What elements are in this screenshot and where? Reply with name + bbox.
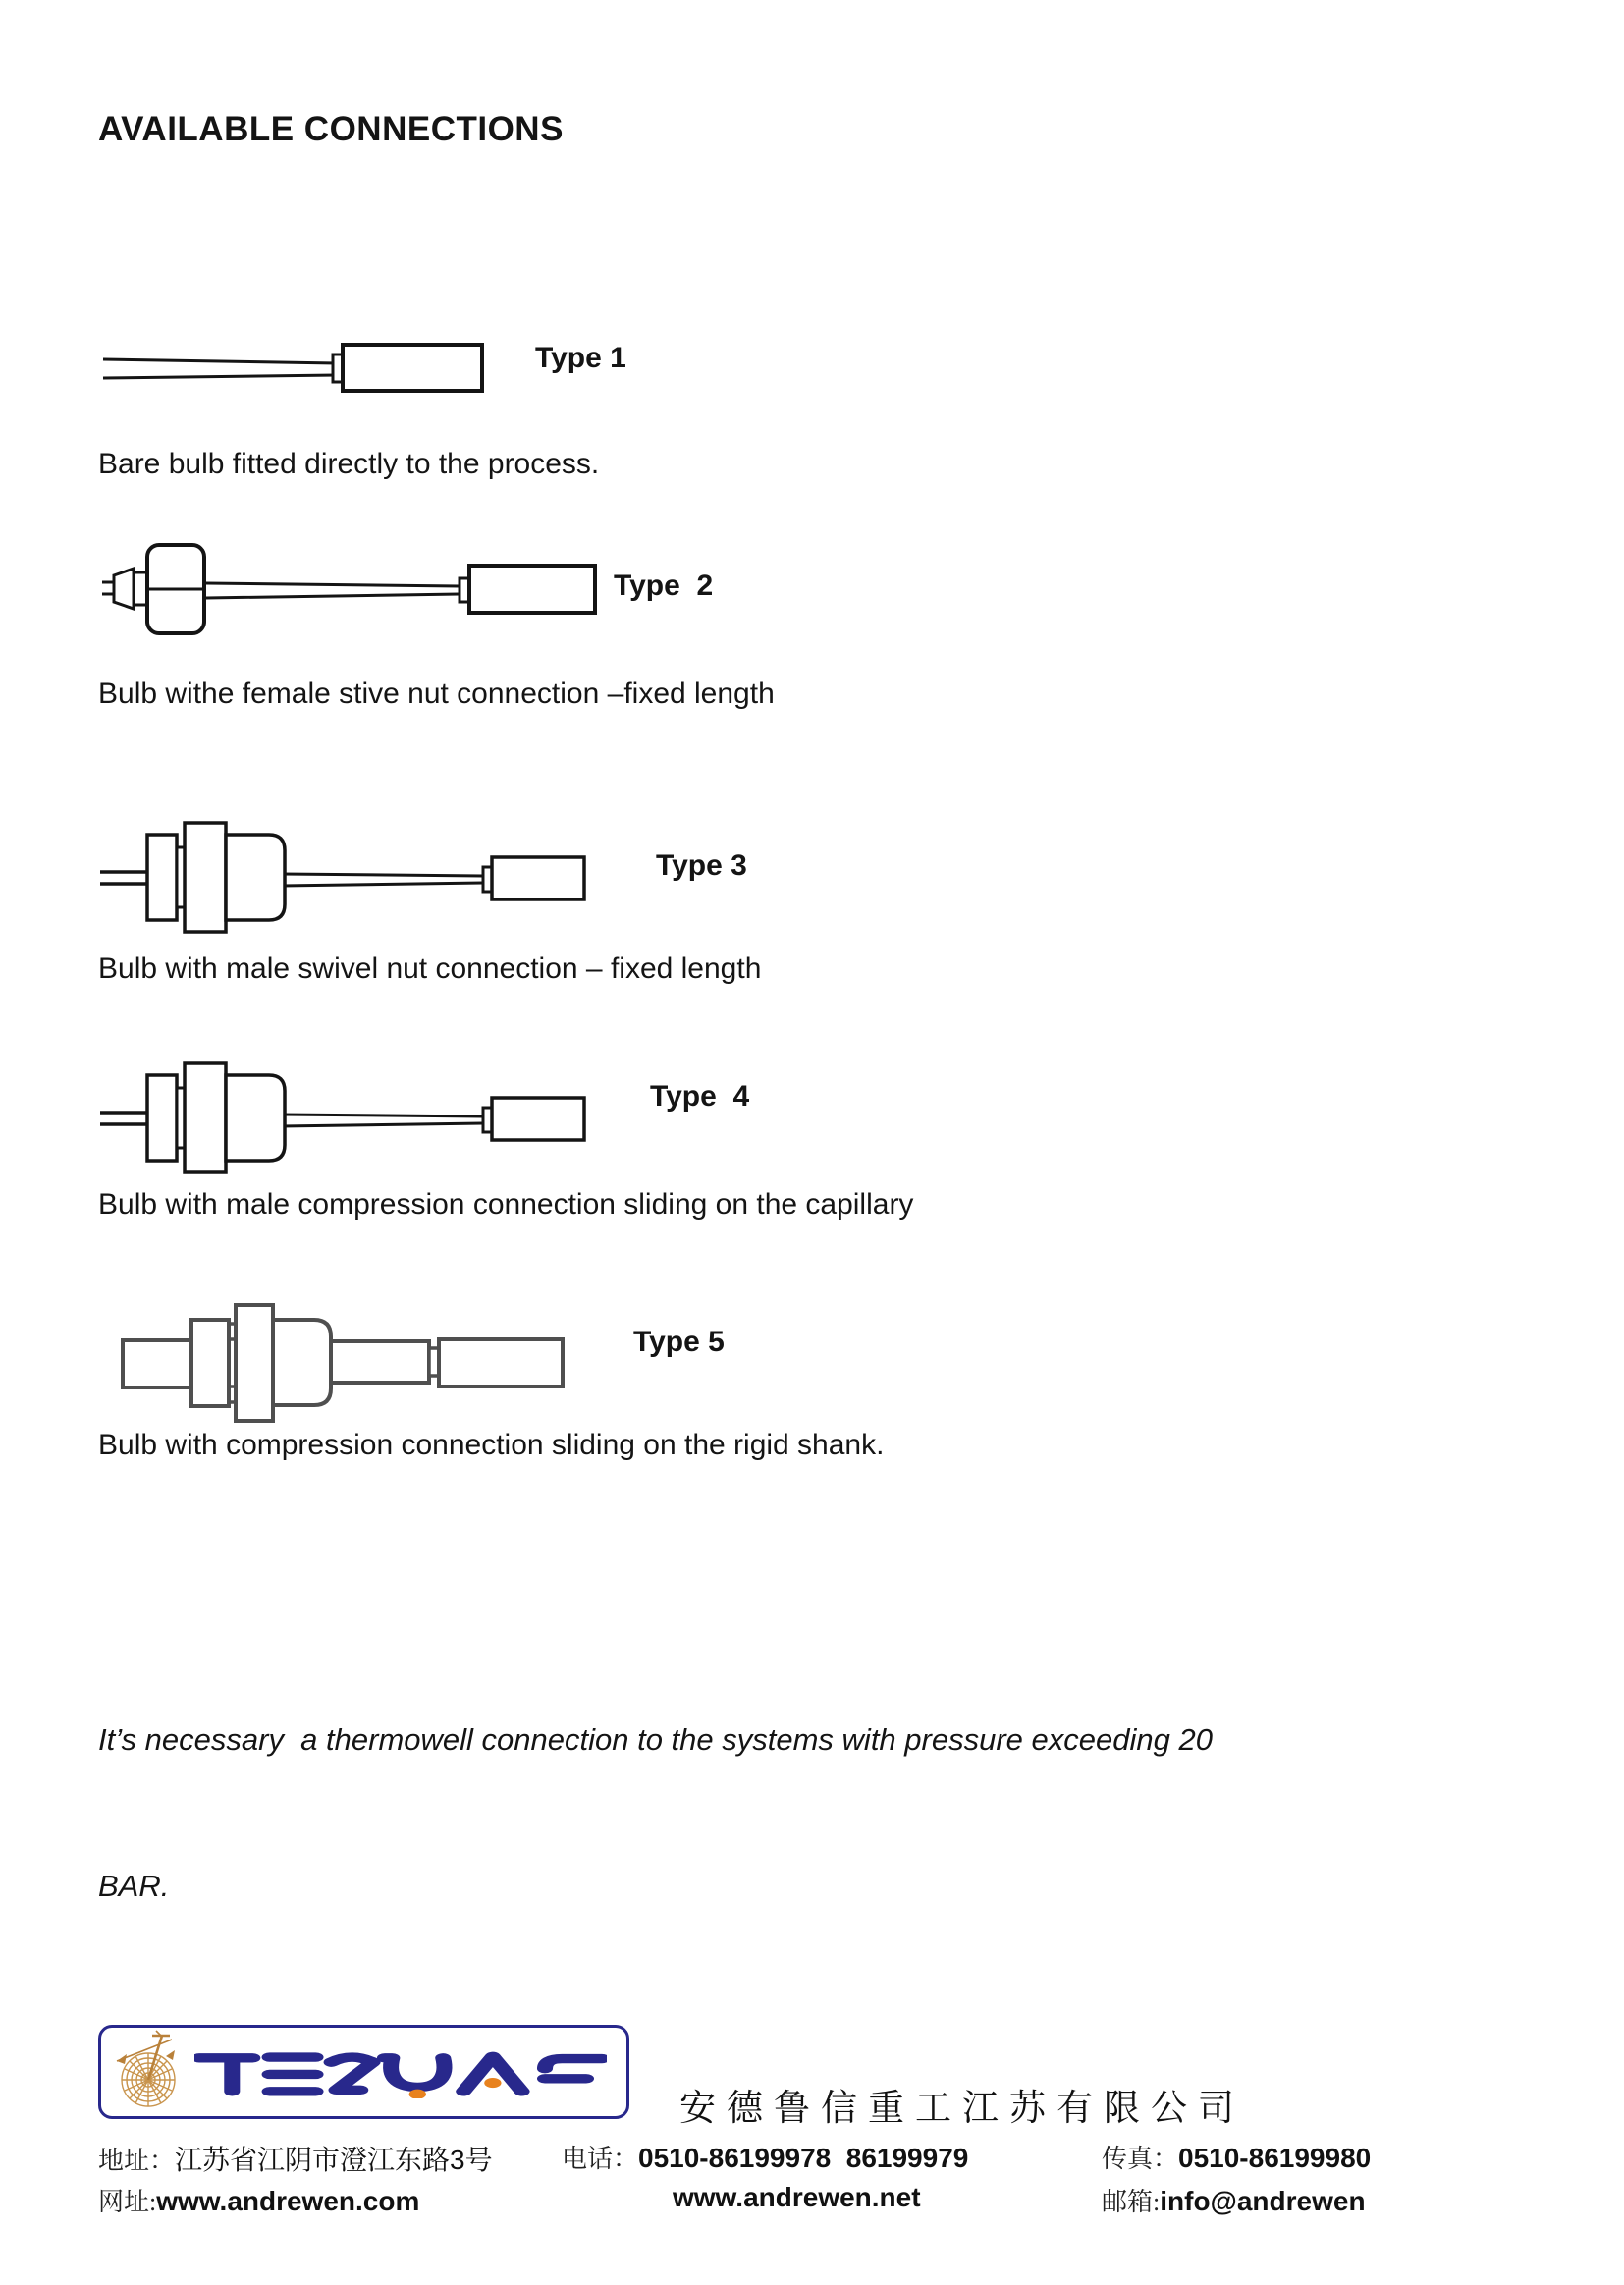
type2-caption: Bulb withe female stive nut connection –fixed length (98, 678, 775, 710)
thermowell-note-line1: It’s necessary a thermowell connection to the systems with pressure exceeding 20 (98, 1722, 1213, 1758)
footer-fax-group (1102, 2139, 1371, 2175)
type3-caption: Bulb with male swivel nut connection – fixed length (98, 952, 762, 985)
termaf-logo-text (101, 2028, 102, 2029)
phone-value: 0510-86199978 86199979 (638, 2143, 969, 2173)
company-name-chinese: 安德鲁信重工江苏有限公司 (679, 2089, 1245, 2129)
website-label: 网址: (98, 2188, 157, 2216)
footer-web2-group (673, 2182, 921, 2213)
type5-label: Type 5 (633, 1326, 725, 1358)
footer-email-group (1102, 2182, 1366, 2218)
fax-value: 0510-86199980 (1178, 2143, 1372, 2173)
footer-address-group (98, 2139, 493, 2178)
website-value-2: www.andrewen.net (673, 2182, 921, 2212)
email-value: info@andrewen (1160, 2186, 1366, 2216)
type1-drawing-bare-bulb (101, 334, 489, 403)
type4-label: Type 4 (650, 1080, 750, 1113)
termaf-logo (98, 2025, 629, 2119)
email-label: 邮箱: (1102, 2188, 1161, 2216)
thermowell-note-line2: BAR. (98, 1868, 170, 1903)
footer-phone-group (562, 2139, 968, 2175)
type5-caption: Bulb with compression connection sliding on the rigid shank. (98, 1429, 885, 1461)
type1-label: Type 1 (535, 342, 626, 374)
website-value-1: www.andrewen.com (156, 2186, 420, 2216)
termaf-wordmark (194, 2047, 607, 2098)
phone-label: 电话： (562, 2145, 639, 2173)
footer-web-group (98, 2182, 419, 2218)
address-value: 江苏省江阴市澄江东路3号 (175, 2145, 493, 2175)
type3-drawing-male-swivel-nut (96, 820, 587, 936)
type2-label: Type 2 (614, 570, 714, 602)
thermowell-note (98, 1618, 1571, 2008)
type3-label: Type 3 (656, 849, 747, 882)
address-label: 地址： (98, 2147, 176, 2175)
type1-caption: Bare bulb fitted directly to the process. (98, 448, 600, 480)
page-title: AVAILABLE CONNECTIONS (98, 110, 564, 148)
type4-caption: Bulb with male compression connection sliding on the capillary (98, 1188, 914, 1221)
type2-drawing-female-stive-nut (98, 538, 599, 640)
type4-drawing-male-compression (96, 1061, 587, 1176)
type5-drawing-compression-rigid-shank (118, 1296, 579, 1429)
fax-label: 传真： (1102, 2145, 1179, 2173)
